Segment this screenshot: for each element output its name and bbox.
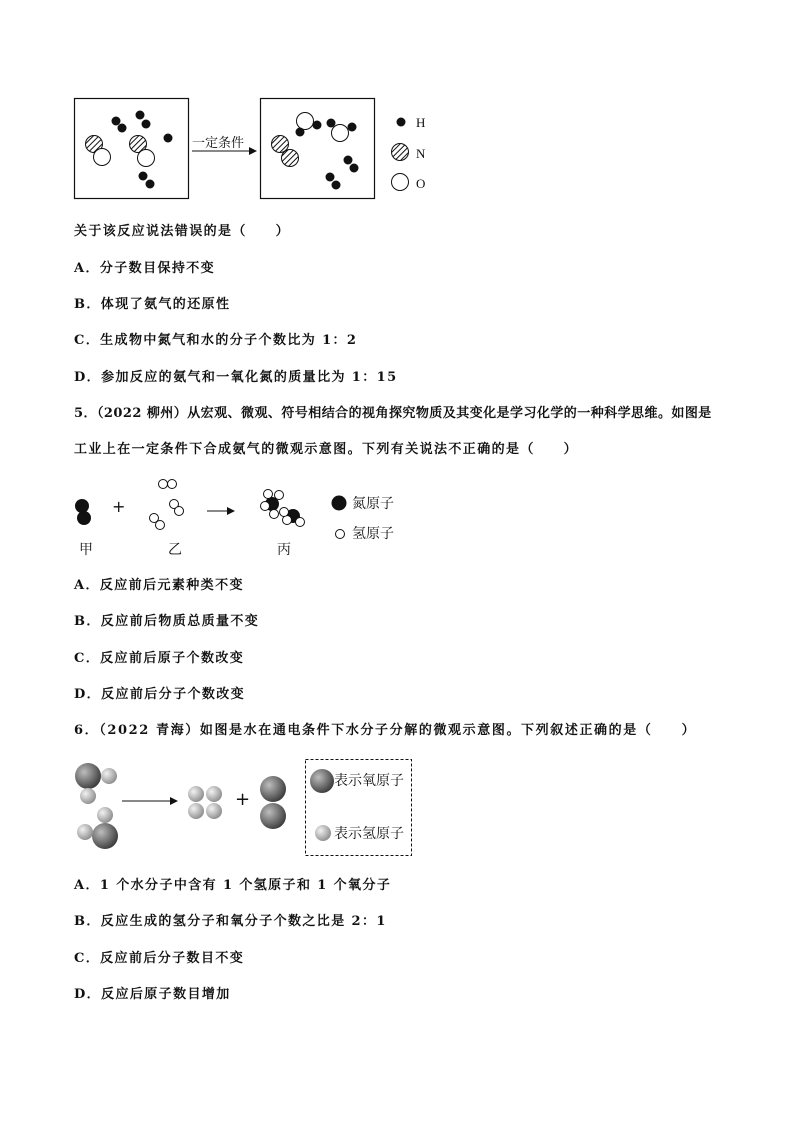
q6-option-b: B．反应生成的氢分子和氧分子个数之比是 2：1 [74, 914, 387, 929]
legend-h-icon [395, 116, 407, 128]
q4-option-d: D．参加反应的氨气和一氧化氮的质量比为 1：15 [74, 370, 398, 385]
q4-option-c: C．生成物中氮气和水的分子个数比为 1：2 [74, 333, 358, 348]
h-atom [332, 181, 341, 190]
h-atom [344, 156, 353, 165]
legend-oxygen-icon [310, 769, 334, 793]
legend-hydrogen-label: 表示氢原子 [334, 826, 404, 842]
q4-option-b: B．体现了氨气的还原性 [74, 297, 231, 312]
label-bing: 丙 [277, 542, 291, 558]
h-atom [136, 111, 145, 120]
n-atom [282, 150, 299, 167]
o-atom [94, 149, 111, 166]
h-atom [139, 172, 148, 181]
q4-stem: 关于该反应说法错误的是（ ） [74, 224, 291, 239]
plus-sign: + [235, 789, 251, 810]
reactant-yi-molecules [146, 476, 190, 534]
legend-n-icon [390, 142, 410, 162]
h-atom [142, 120, 151, 129]
q6-option-d: D．反应后原子数目增加 [74, 987, 231, 1002]
o-atom [297, 113, 314, 130]
legend-o-label: O [416, 176, 426, 191]
plus-sign: + [112, 497, 126, 516]
legend-hydrogen-label: 氢原子 [352, 526, 394, 542]
legend-o-icon [390, 172, 410, 192]
reactant-box [74, 98, 190, 200]
product-box [260, 98, 376, 200]
reaction-arrow [206, 505, 236, 517]
water-molecules [72, 760, 122, 852]
legend-hydrogen-icon [315, 825, 331, 841]
q5-option-c: C．反应前后原子个数改变 [74, 651, 245, 666]
q5-stem-line2: 工业上在一定条件下合成氨气的微观示意图。下列有关说法不正确的是（ ） [74, 442, 579, 457]
h-atom [348, 123, 357, 132]
q5-option-a: A．反应前后元素种类不变 [74, 578, 244, 593]
h-atom [112, 117, 121, 126]
legend-h-label: H [416, 115, 426, 130]
legend-oxygen-label: 表示氧原子 [334, 773, 404, 789]
legend-nitrogen-icon [330, 494, 348, 512]
condition-label: 一定条件 [192, 136, 245, 151]
h-atom [327, 119, 336, 128]
reaction-arrow [120, 795, 180, 807]
n-atom [272, 136, 289, 153]
o-atom [138, 150, 155, 167]
legend-hydrogen-icon [334, 528, 346, 540]
q5-option-b: B．反应前后物质总质量不变 [74, 614, 260, 629]
legend-nitrogen-label: 氮原子 [352, 496, 394, 512]
hydrogen-molecules [186, 784, 226, 824]
h-atom [118, 124, 127, 133]
q5-stem-line1: 5．（2022 柳州）从宏观、微观、符号相结合的视角探究物质及其变化是学习化学的一种科学思维。如图是 [74, 406, 712, 421]
q6-option-c: C．反应前后分子数目不变 [74, 951, 245, 966]
label-jia: 甲 [79, 542, 93, 558]
q4-option-a: A．分子数目保持不变 [74, 261, 216, 276]
h-atom [326, 173, 335, 182]
h-atom [296, 128, 305, 137]
h-atom [350, 164, 359, 173]
h-atom [313, 121, 322, 130]
h-atom [146, 180, 155, 189]
product-bing-molecules [256, 486, 312, 530]
q5-option-d: D．反应前后分子个数改变 [74, 687, 246, 702]
label-yi: 乙 [168, 542, 182, 558]
h-atom [164, 134, 173, 143]
legend-n-label: N [416, 146, 426, 161]
oxygen-molecule [256, 774, 290, 832]
o-atom [332, 125, 349, 142]
q6-stem: 6．（2022 青海）如图是水在通电条件下水分子分解的微观示意图。下列叙述正确的是（ ） [74, 723, 697, 738]
q6-option-a: A．1 个水分子中含有 1 个氢原子和 1 个氧分子 [74, 878, 392, 893]
reactant-jia-molecule [72, 496, 96, 530]
